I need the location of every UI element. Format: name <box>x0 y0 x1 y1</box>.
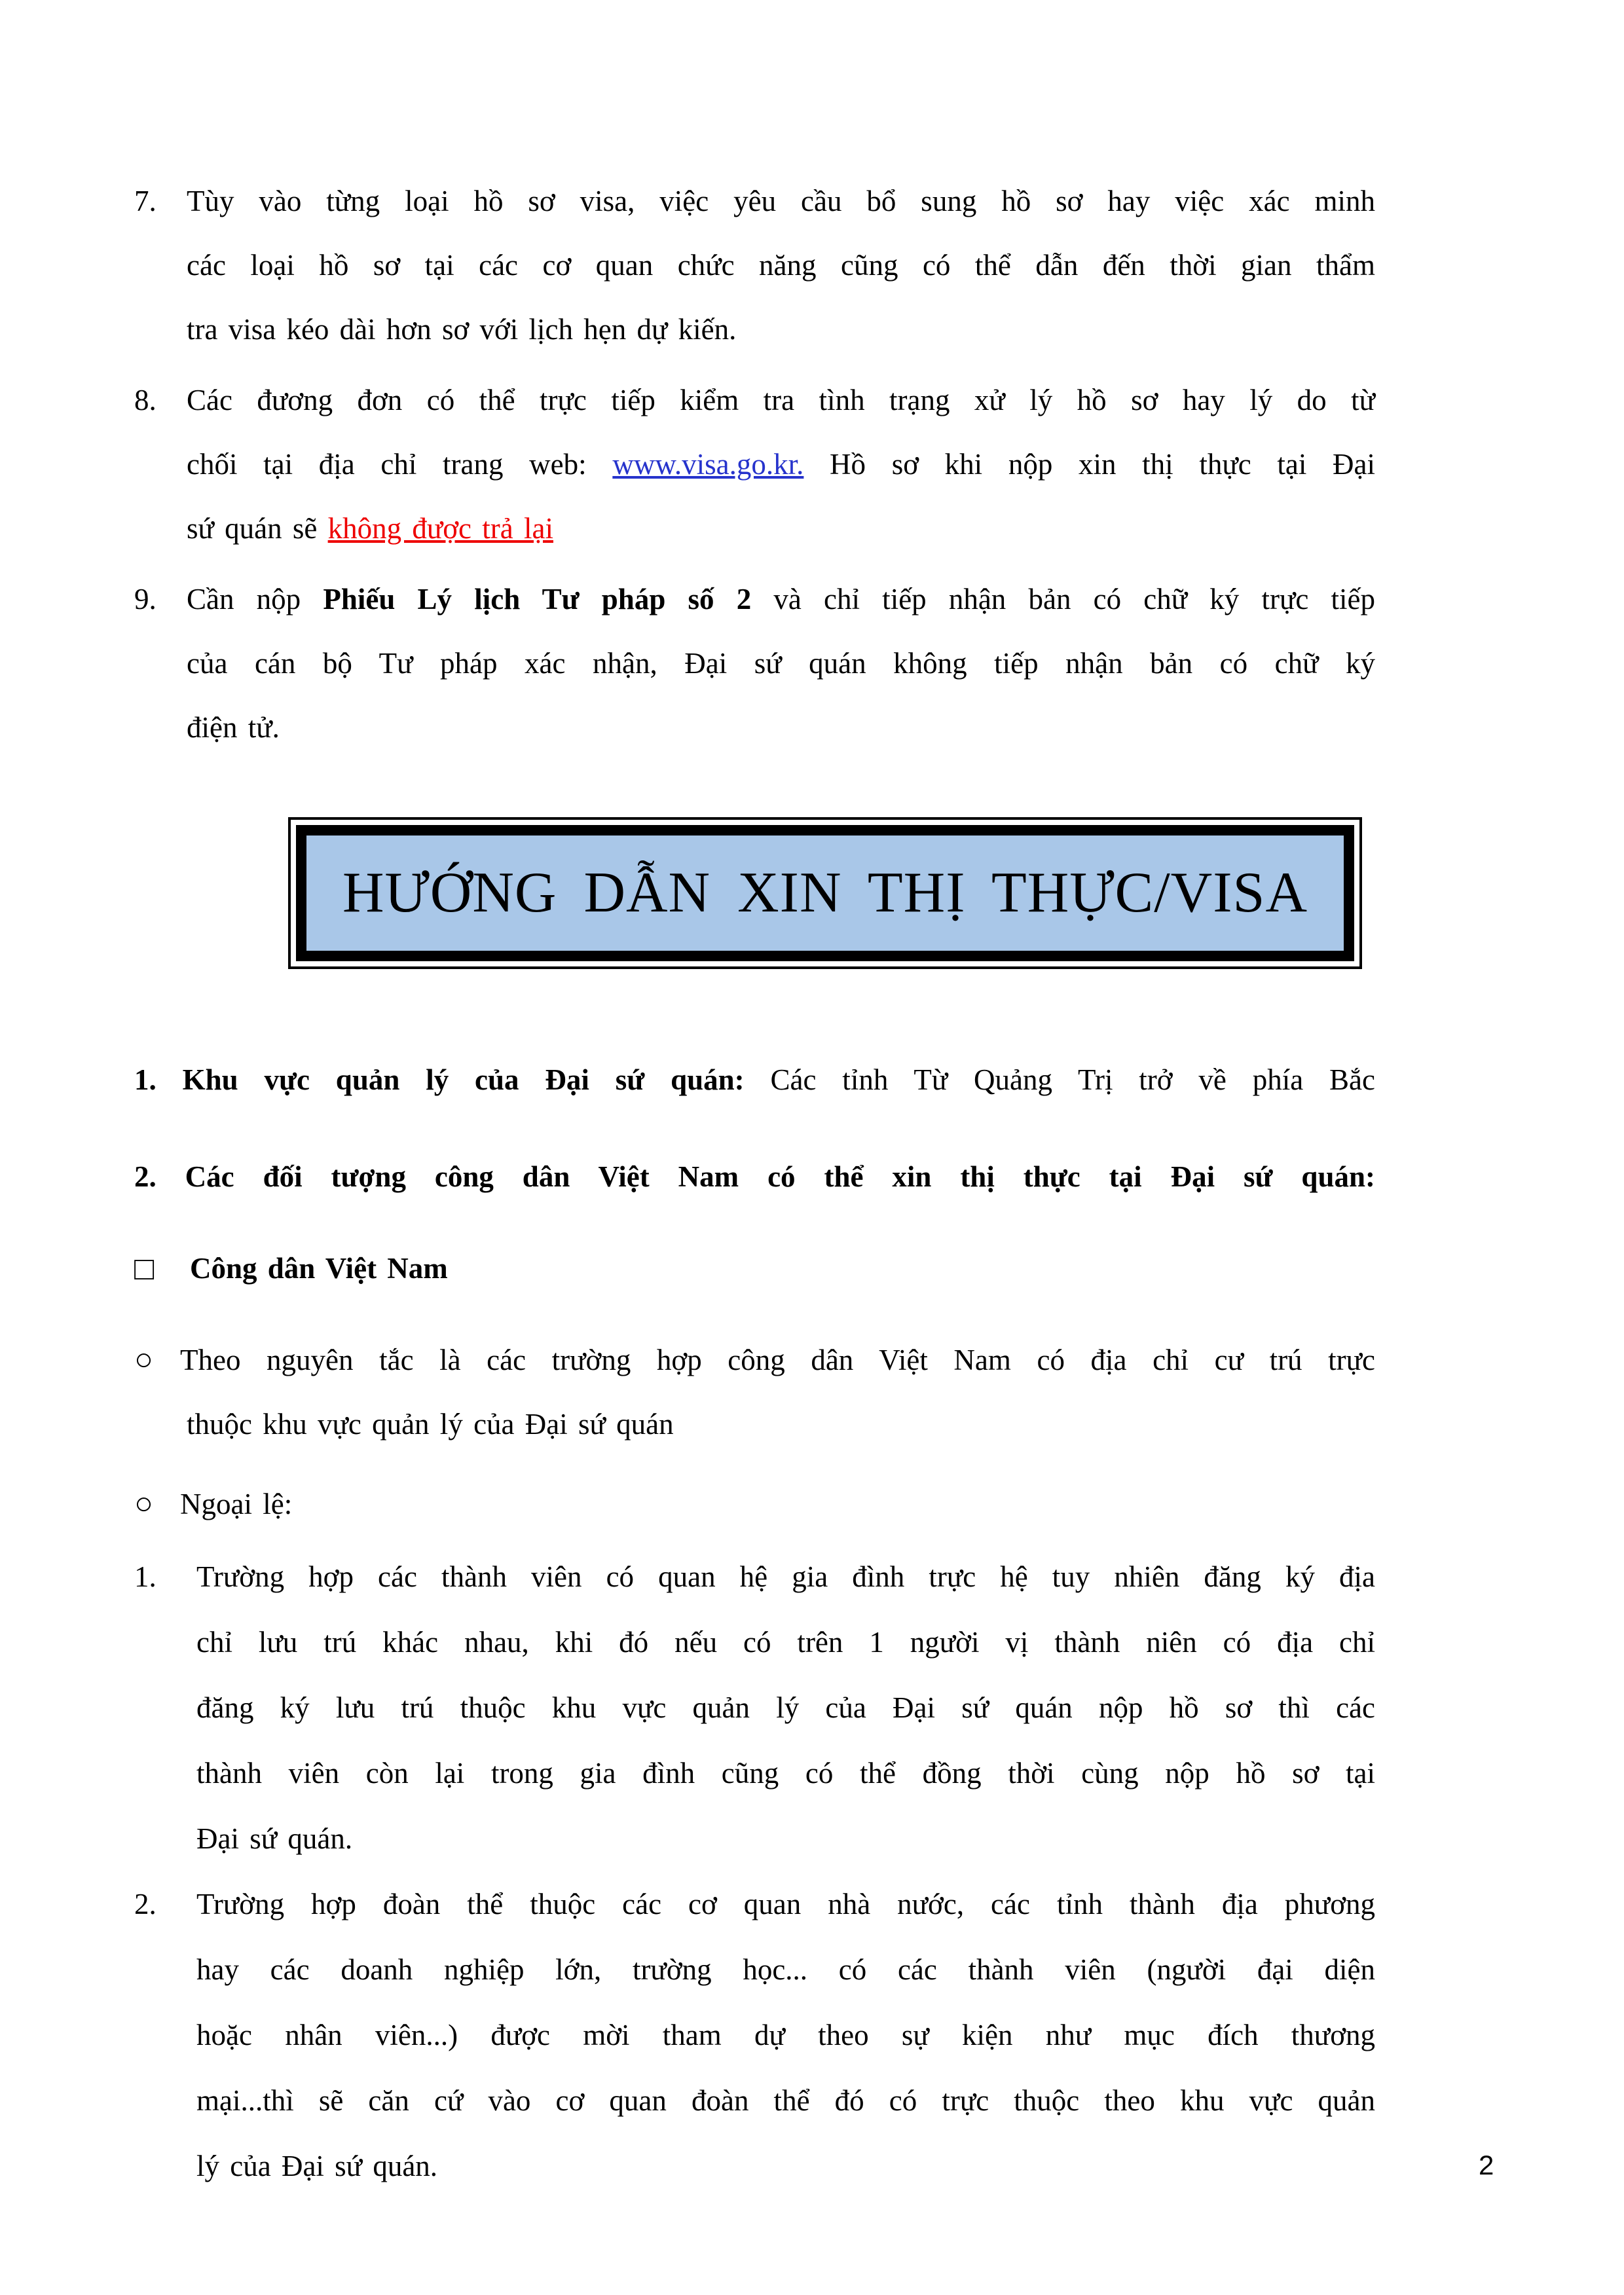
text-segment: Cần nộp <box>187 583 323 615</box>
circle-bullet-icon: ○ <box>134 1486 153 1521</box>
text-line: Trường hợp đoàn thể thuộc các cơ quan nhà nước, các tỉnh thành địa phương <box>196 1888 1375 1920</box>
section-2-label: 2. Các đối tượng công dân Việt Nam có thể xin thị thực tại Đại sứ quán: <box>134 1160 1375 1193</box>
visa-website-link[interactable]: www.visa.go.kr. <box>612 448 804 481</box>
text-segment: sứ quán sẽ <box>187 512 328 545</box>
checkbox-item-vietnamese-citizen <box>134 1236 1375 1300</box>
text-line: thuộc khu vực quản lý của Đại sứ quán <box>187 1408 674 1441</box>
text-line: các loại hồ sơ tại các cơ quan chức năng cũng có thể dẫn đến thời gian thẩm <box>187 249 1375 282</box>
banner-inner-frame <box>296 825 1354 961</box>
text-line: lý của Đại sứ quán. <box>196 2150 438 2182</box>
text-line: Tùy vào từng loại hồ sơ visa, việc yêu cầu bổ sung hồ sơ hay việc xác minh <box>187 185 1375 217</box>
section-1-heading <box>134 1048 1375 1112</box>
list-number: 1. <box>134 1560 157 1593</box>
text-line <box>187 432 1375 496</box>
text-line: đăng ký lưu trú thuộc khu vực quản lý của Đại sứ quán nộp hồ sơ thì các <box>196 1691 1375 1724</box>
text-segment: Hồ sơ khi nộp xin thị thực tại Đại <box>803 448 1375 481</box>
text-line: của cán bộ Tư pháp xác nhận, Đại sứ quán không tiếp nhận bản có chữ ký <box>187 647 1375 680</box>
list-item-9 <box>134 567 1375 760</box>
list-number: 8. <box>134 384 157 416</box>
bullet-item-exceptions <box>134 1472 1375 1536</box>
text-line: thành viên còn lại trong gia đình cũng có thể đồng thời cùng nộp hồ sơ tại <box>196 1757 1375 1790</box>
section-1-value: Các tỉnh Từ Quảng Trị trở về phía Bắc <box>744 1063 1375 1096</box>
document-content <box>134 169 1375 2199</box>
text-line: Trường hợp các thành viên có quan hệ gia đình trực hệ tuy nhiên đăng ký địa <box>196 1560 1375 1593</box>
text-line: mại...thì sẽ căn cứ vào cơ quan đoàn thể đó có trực thuộc theo khu vực quản <box>196 2084 1375 2117</box>
section-1-label: 1. Khu vực quản lý của Đại sứ quán: <box>134 1063 745 1096</box>
text-segment: và chỉ tiếp nhận bản có chữ ký trực tiếp <box>751 583 1375 615</box>
text-line: tra visa kéo dài hơn sơ với lịch hẹn dự kiến. <box>187 313 737 346</box>
bullet-item-principle <box>134 1328 1375 1456</box>
list-number: 7. <box>134 185 157 217</box>
warning-text: không được trả lại <box>327 512 553 545</box>
checkbox-label: Công dân Việt Nam <box>190 1252 448 1285</box>
list-item-8 <box>134 368 1375 560</box>
text-line: Các đương đơn có thể trực tiếp kiểm tra tình trạng xử lý hồ sơ hay lý do từ <box>187 384 1375 416</box>
circle-bullet-icon: ○ <box>134 1342 153 1377</box>
bold-document-name: Phiếu Lý lịch Tư pháp số 2 <box>323 583 752 615</box>
text-line: điện tử. <box>187 711 280 744</box>
checkbox-icon: □ <box>134 1250 155 1287</box>
text-line: hay các doanh nghiệp lớn, trường học... có các thành viên (người đại diện <box>196 1953 1375 1986</box>
list-number: 9. <box>134 583 157 615</box>
text-line: hoặc nhân viên...) được mời tham dự theo sự kiện như mục đích thương <box>196 2019 1375 2051</box>
visa-guide-banner <box>288 817 1362 969</box>
list-number: 2. <box>134 1888 157 1920</box>
banner-title: HƯỚNG DẪN XIN THỊ THỰC/VISA <box>342 861 1308 925</box>
text-line: Đại sứ quán. <box>196 1822 353 1855</box>
exception-item-2 <box>134 1871 1375 2199</box>
text-line: Ngoại lệ: <box>180 1488 293 1520</box>
page-number: 2 <box>1479 2150 1494 2180</box>
text-line <box>187 496 1375 560</box>
text-line: chỉ lưu trú khác nhau, khi đó nếu có trên 1 người vị thành niên có địa chỉ <box>196 1626 1375 1659</box>
text-line <box>187 567 1375 631</box>
exception-item-1 <box>134 1544 1375 1871</box>
text-line: Theo nguyên tắc là các trường hợp công dân Việt Nam có địa chỉ cư trú trực <box>180 1344 1375 1376</box>
list-item-7 <box>134 169 1375 361</box>
section-2-heading <box>134 1145 1375 1209</box>
text-segment: chối tại địa chỉ trang web: <box>187 448 613 481</box>
